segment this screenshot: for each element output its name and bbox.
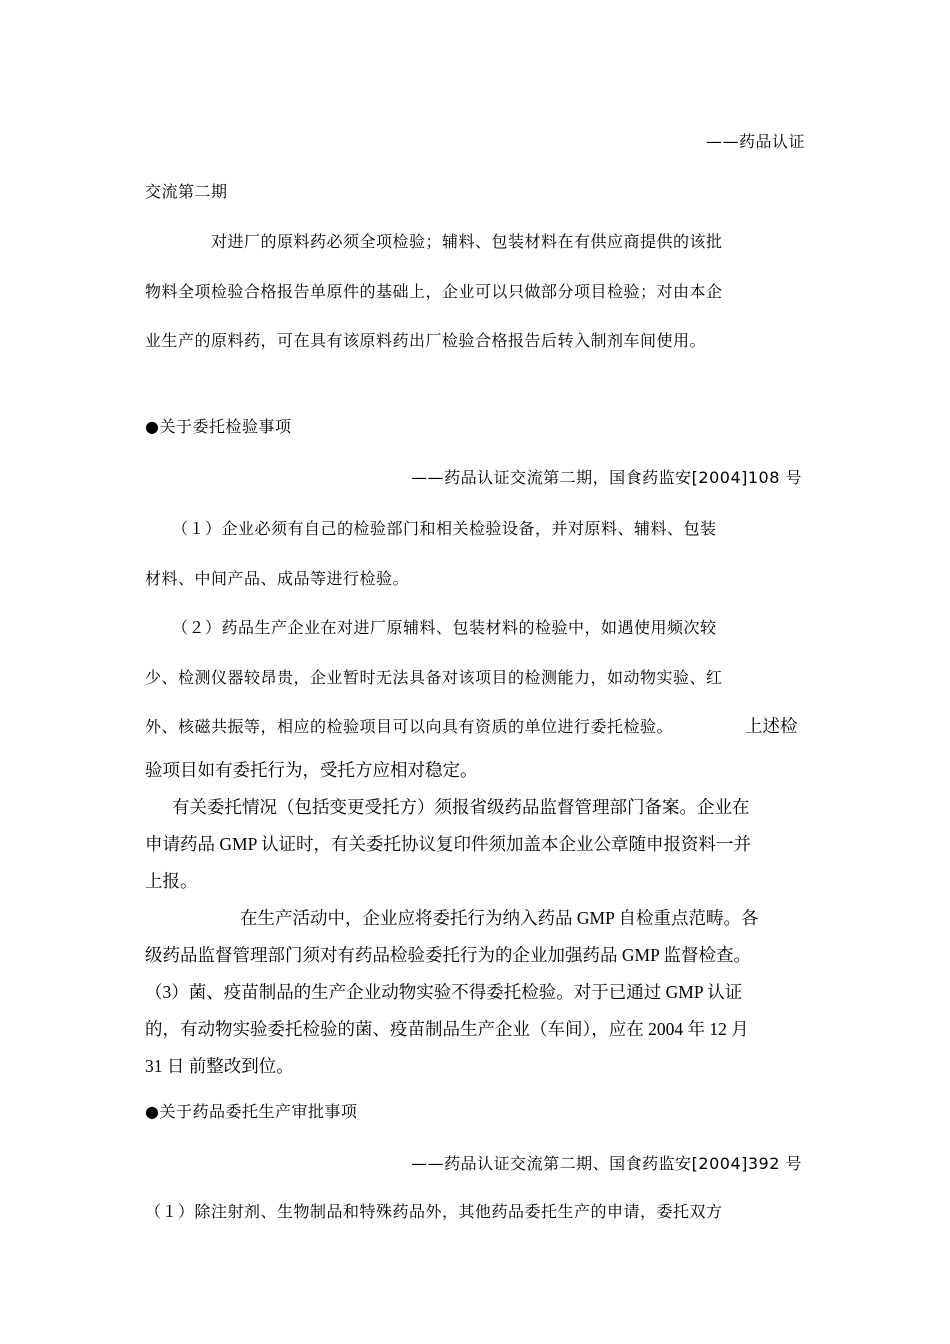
section-source: ——药品认证交流第二期、国食药监安[2004]392 号 — [411, 1154, 802, 1173]
list-item-line: 外、核磁共振等，相应的检验项目可以向具有资质的单位进行委托检验。 — [145, 717, 674, 736]
body-line: 级药品监督管理部门须对有药品检验委托行为的企业加强药品 GMP 监督检查。 — [145, 945, 752, 965]
header-reference-continued: 交流第二期 — [145, 182, 228, 201]
body-line: 在生产活动中，企业应将委托行为纳入药品 GMP 自检重点范畴。各 — [240, 908, 759, 928]
body-line: 的，有动物实验委托检验的菌、疫苗制品生产企业（车间），应在 2004 年 12 月 — [145, 1019, 749, 1039]
paragraph-line: 业生产的原料药，可在具有该原料药出厂检验合格报告后转入制剂车间使用。 — [145, 331, 707, 350]
body-line: 验项目如有委托行为，受托方应相对稳定。 — [145, 760, 478, 780]
list-item-line: 少、检测仪器较昂贵，企业暂时无法具备对该项目的检测能力，如动物实验、红 — [145, 668, 723, 687]
body-line: 上报。 — [145, 871, 198, 891]
list-item-line: （１）除注射剂、生物制品和特殊药品外，其他药品委托生产的申请，委托双方 — [145, 1202, 723, 1221]
header-reference: ——药品认证 — [705, 132, 805, 151]
paragraph-line: 对进厂的原料药必须全项检验；辅料、包装材料在有供应商提供的该批 — [211, 232, 723, 251]
body-line: 31 日 前整改到位。 — [145, 1056, 294, 1076]
body-line: 有关委托情况（包括变更受托方）须报省级药品监督管理部门备案。企业在 — [172, 797, 750, 817]
section-heading: ●关于药品委托生产审批事项 — [145, 1102, 358, 1121]
list-item-line: 材料、中间产品、成品等进行检验。 — [145, 569, 410, 588]
body-line: 申请药品 GMP 认证时，有关委托协议复印件须加盖本企业公章随申报资料一并 — [145, 834, 752, 854]
paragraph-line: 物料全项检验合格报告单原件的基础上，企业可以只做部分项目检验；对由本企 — [145, 282, 723, 301]
body-line: （3）菌、疫苗制品的生产企业动物实验不得委托检验。对于已通过 GMP 认证 — [145, 982, 743, 1002]
section-heading: ●关于委托检验事项 — [145, 417, 292, 436]
list-item-line-tail: 上述检 — [745, 716, 798, 736]
section-source: ——药品认证交流第二期，国食药监安[2004]108 号 — [411, 468, 802, 487]
list-item-line: （１）企业必须有自己的检验部门和相关检验设备，并对原料、辅料、包装 — [172, 519, 717, 538]
list-item-line: （２）药品生产企业在对进厂原辅料、包装材料的检验中，如遇使用频次较 — [172, 618, 717, 637]
